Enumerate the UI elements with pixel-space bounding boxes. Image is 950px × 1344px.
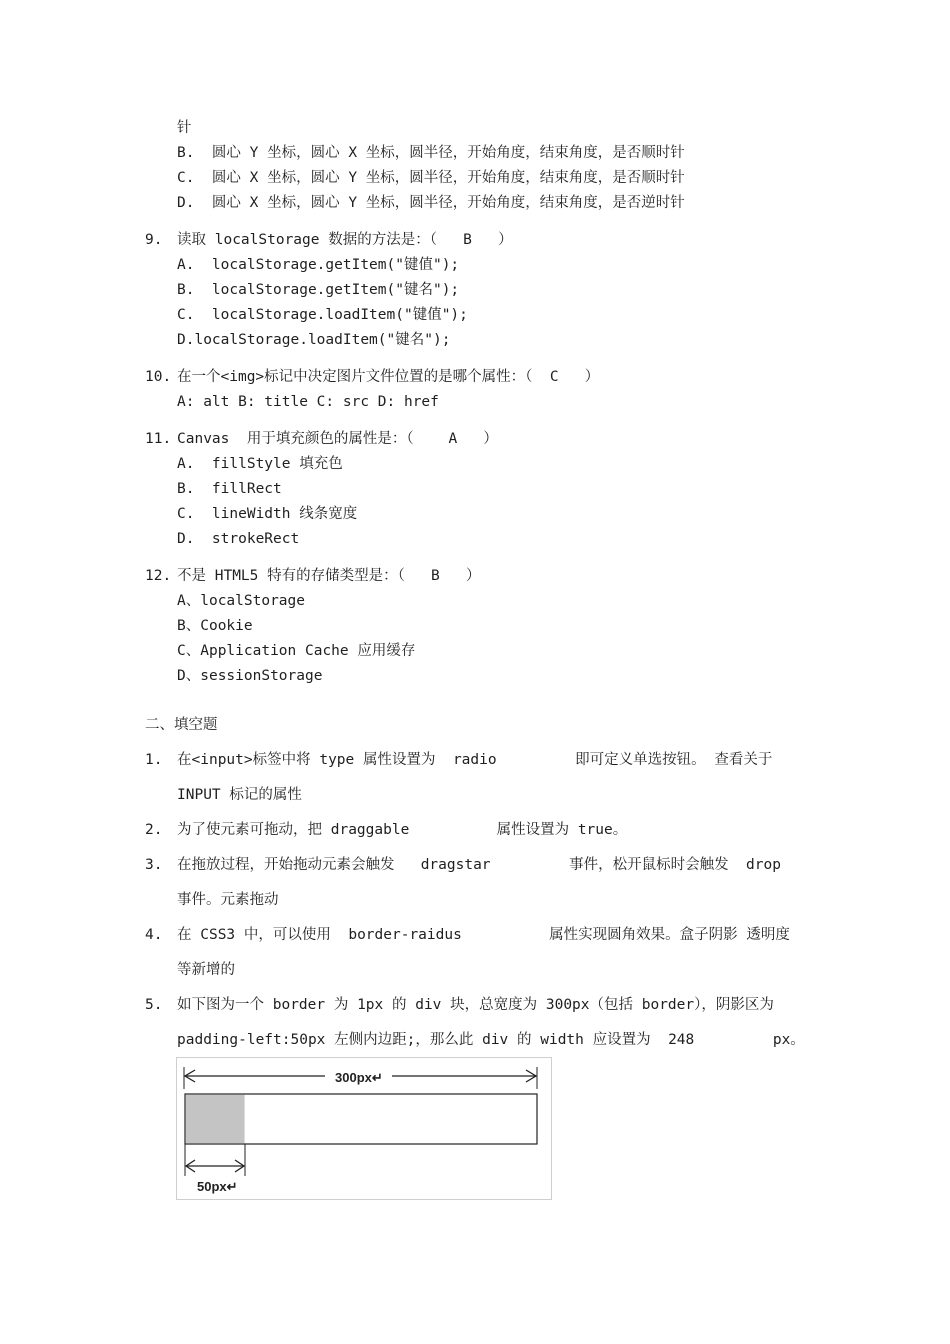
q8-option-b: B. 圆心 Y 坐标，圆心 X 坐标，圆半径，开始角度，结束角度，是否顺时针 (177, 145, 685, 161)
fill-1-line2: INPUT 标记的属性 (177, 787, 302, 803)
q12-option-c: C、Application Cache 应用缓存 (177, 643, 416, 659)
fill-2-line1: 为了使元素可拖动，把 draggable 属性设置为 true。 (177, 822, 628, 838)
q12-option-d: D、sessionStorage (177, 668, 323, 684)
total-width-label: 300px↵ (335, 1070, 383, 1085)
q10-text: 在一个<img>标记中决定图片文件位置的是哪个属性：（ C ） (177, 369, 600, 385)
fill-1-number: 1. (145, 752, 163, 768)
q12-number: 12. (145, 568, 172, 584)
q10-options: A: alt B: title C: src D: href (177, 394, 439, 410)
q8-continuation: 针 (177, 120, 192, 136)
box-model-diagram (177, 1058, 551, 1199)
fill-5-number: 5. (145, 997, 163, 1013)
q10-number: 10. (145, 369, 172, 385)
q12-option-a: A、localStorage (177, 593, 305, 609)
q11-text: Canvas 用于填充颜色的属性是：（ A ） (177, 431, 498, 447)
q9-option-d: D.localStorage.loadItem("键名"); (177, 332, 451, 348)
q8-option-c: C. 圆心 X 坐标，圆心 Y 坐标，圆半径，开始角度，结束角度，是否顺时针 (177, 170, 685, 186)
box-model-figure (176, 1057, 552, 1200)
q8-option-d: D. 圆心 X 坐标，圆心 Y 坐标，圆半径，开始角度，结束角度，是否逆时针 (177, 195, 685, 211)
q12-text: 不是 HTML5 特有的存储类型是：（ B ） (177, 568, 481, 584)
fill-2-number: 2. (145, 822, 163, 838)
fill-4-line2: 等新增的 (177, 962, 235, 978)
q9-option-c: C. localStorage.loadItem("键值"); (177, 307, 468, 323)
fill-3-line1: 在拖放过程，开始拖动元素会触发 dragstar 事件，松开鼠标时会触发 drop (177, 857, 781, 873)
padding-shade (186, 1095, 245, 1144)
fill-5-line2: padding-left:50px 左侧内边距;，那么此 div 的 width 应设置为 248 px。 (177, 1032, 805, 1048)
q9-number: 9. (145, 232, 163, 248)
q9-option-a: A. localStorage.getItem("键值"); (177, 257, 460, 273)
fill-3-number: 3. (145, 857, 163, 873)
q9-option-b: B. localStorage.getItem("键名"); (177, 282, 460, 298)
fill-1-line1: 在<input>标签中将 type 属性设置为 radio 即可定义单选按钮。 查看关于 (177, 752, 773, 768)
fill-4-number: 4. (145, 927, 163, 943)
q11-option-b: B. fillRect (177, 481, 282, 497)
q11-option-d: D. strokeRect (177, 531, 300, 547)
fill-4-line1: 在 CSS3 中，可以使用 border-raidus 属性实现圆角效果。盒子阴影 透明度 (177, 927, 790, 943)
q11-number: 11. (145, 431, 172, 447)
q12-option-b: B、Cookie (177, 618, 253, 634)
fill-3-line2: 事件。元素拖动 (177, 892, 279, 908)
padding-width-label: 50px↵ (197, 1179, 238, 1194)
section-heading: 二、填空题 (145, 717, 218, 733)
q11-option-a: A. fillStyle 填充色 (177, 456, 343, 472)
fill-5-line1: 如下图为一个 border 为 1px 的 div 块，总宽度为 300px（包括 border），阴影区为 (177, 997, 774, 1013)
q9-text: 读取 localStorage 数据的方法是：（ B ） (177, 232, 513, 248)
q11-option-c: C. lineWidth 线条宽度 (177, 506, 358, 522)
